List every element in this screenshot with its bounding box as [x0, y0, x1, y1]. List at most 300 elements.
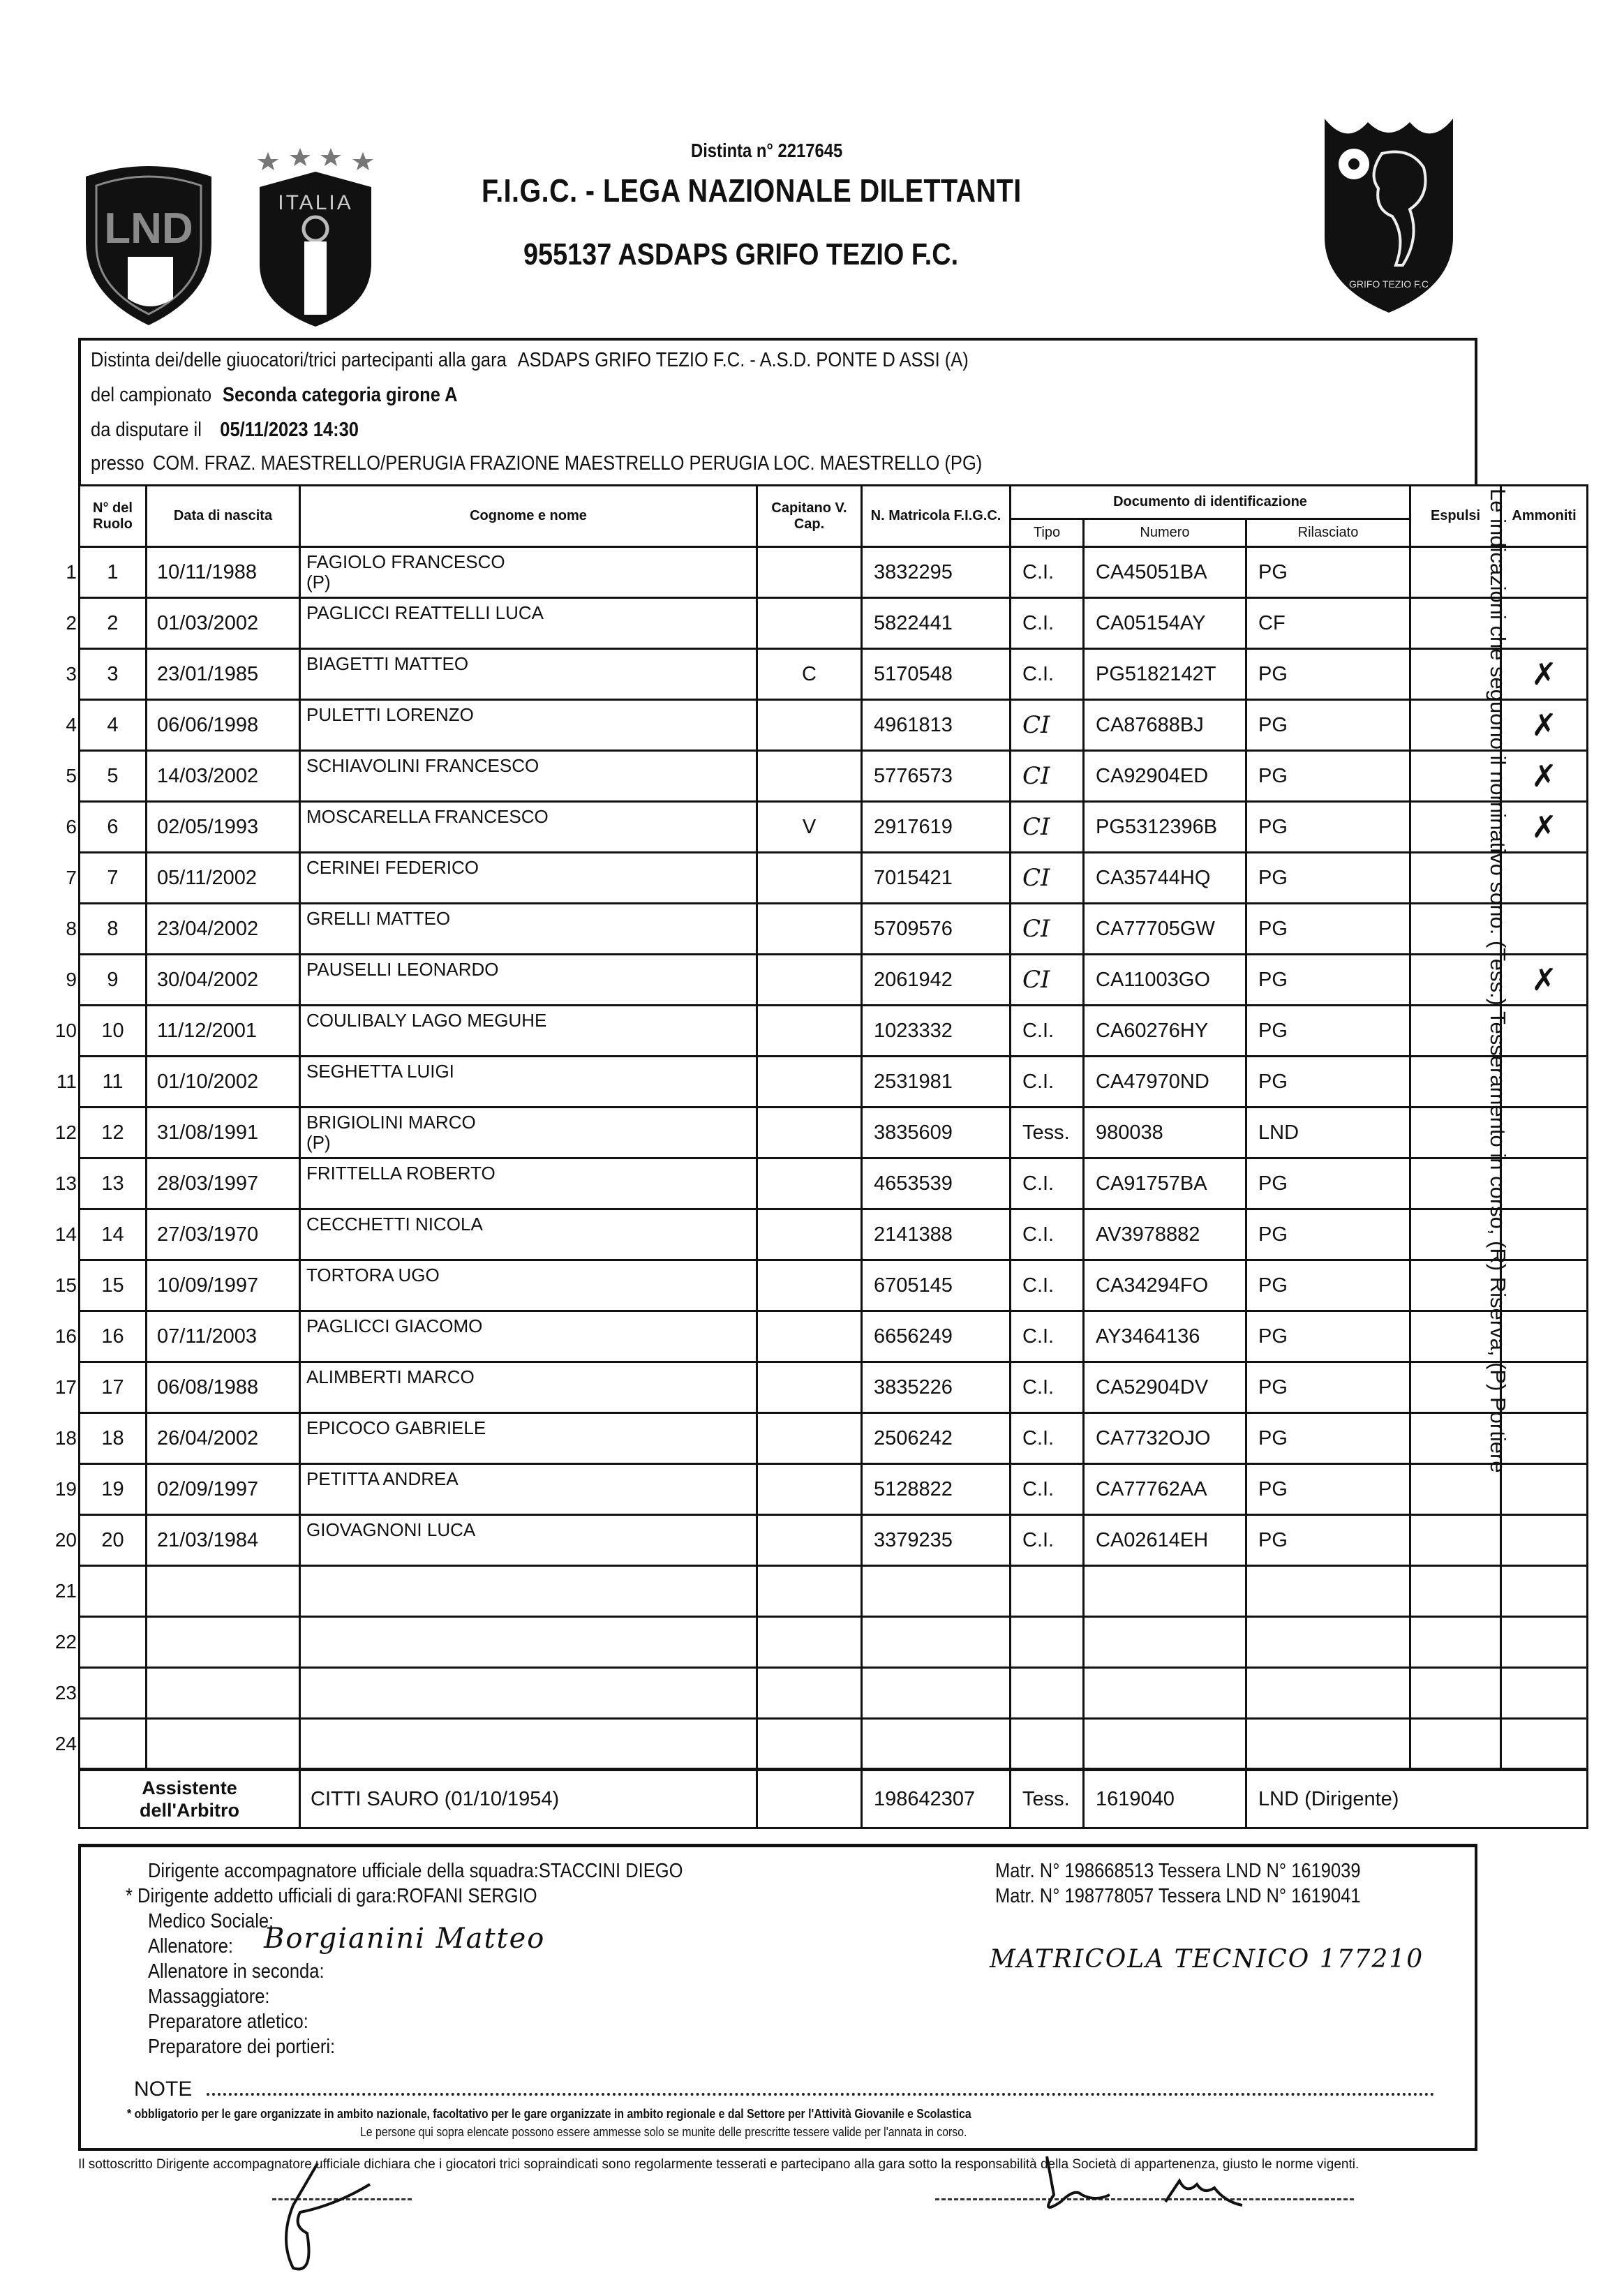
- tipo-cell: C.I.: [1011, 1209, 1084, 1260]
- nascita-cell: 05/11/2002: [147, 853, 300, 904]
- nome-cell: [300, 598, 757, 649]
- player-name: SCHIAVOLINI FRANCESCO: [306, 755, 539, 776]
- nascita-cell: 07/11/2003: [147, 1311, 300, 1362]
- tipo-cell: CI: [1011, 700, 1084, 751]
- ammoniti-cell: [1501, 1158, 1588, 1209]
- capitano-cell: C: [757, 649, 862, 700]
- dirigente-addetto: * Dirigente addetto ufficiali di gara:ROFANI SERGIO: [126, 1885, 537, 1907]
- ammoniti-cell: [1501, 853, 1588, 904]
- matricola-tecnico-handwritten: MATRICOLA TECNICO 177210: [990, 1945, 1424, 1974]
- nome-cell: [300, 1057, 757, 1108]
- table-row: [80, 1566, 1588, 1617]
- matricola-cell: [862, 1719, 1011, 1770]
- ruolo-cell: 19: [80, 1464, 147, 1515]
- assistant-label-line1: Assistente: [142, 1777, 237, 1798]
- table-row: [80, 1209, 1588, 1260]
- roster-body: [80, 547, 1588, 1770]
- player-name: CERINEI FEDERICO: [306, 857, 479, 878]
- matricola-cell: 2141388: [862, 1209, 1011, 1260]
- numero-cell: PG5312396B: [1084, 802, 1246, 853]
- matricola-cell: 5128822: [862, 1464, 1011, 1515]
- dirigente-addetto-matr: Matr. N° 198778057 Tessera LND N° 1619041: [995, 1885, 1361, 1907]
- ruolo-cell: 1: [80, 547, 147, 598]
- tipo-cell: C.I.: [1011, 1413, 1084, 1464]
- ammoniti-cell: [1501, 1362, 1588, 1413]
- espulsi-cell: [1410, 1668, 1501, 1719]
- player-name: FAGIOLO FRANCESCO: [306, 551, 505, 572]
- capitano-cell: [757, 751, 862, 802]
- nome-cell: [300, 1006, 757, 1057]
- capitano-cell: [757, 1719, 862, 1770]
- header-tipo: Tipo: [1011, 519, 1084, 547]
- rilasciato-cell: PG: [1246, 1515, 1410, 1566]
- row-index: 1: [66, 561, 77, 583]
- table-row: [80, 904, 1588, 955]
- dirigente-accompagnatore-matr: Matr. N° 198668513 Tessera LND N° 1619039: [995, 1860, 1361, 1882]
- numero-cell: CA60276HY: [1084, 1006, 1246, 1057]
- nascita-cell: 23/01/1985: [147, 649, 300, 700]
- table-row: [80, 1617, 1588, 1668]
- nascita-cell: 02/05/1993: [147, 802, 300, 853]
- numero-cell: CA11003GO: [1084, 955, 1246, 1006]
- matricola-cell: 2917619: [862, 802, 1011, 853]
- row-index: 18: [54, 1427, 77, 1449]
- ammoniti-cell: ✗: [1501, 700, 1588, 751]
- rilasciato-cell: PG: [1246, 955, 1410, 1006]
- svg-text:LND: LND: [104, 204, 193, 253]
- data-line: [91, 419, 359, 442]
- matricola-cell: 6705145: [862, 1260, 1011, 1311]
- table-row: [80, 1464, 1588, 1515]
- nascita-cell: [147, 1566, 300, 1617]
- tipo-cell: C.I.: [1011, 547, 1084, 598]
- tipo-cell: C.I.: [1011, 1158, 1084, 1209]
- espulsi-cell: [1410, 1617, 1501, 1668]
- capitano-cell: V: [757, 802, 862, 853]
- tipo-cell: [1011, 1668, 1084, 1719]
- rilasciato-cell: PG: [1246, 1158, 1410, 1209]
- numero-cell: [1084, 1566, 1246, 1617]
- match-info-box: [78, 338, 1477, 484]
- ammoniti-cell: [1501, 1260, 1588, 1311]
- ruolo-cell: 17: [80, 1362, 147, 1413]
- player-role-note: (P): [306, 571, 331, 592]
- ammoniti-cell: [1501, 1108, 1588, 1158]
- campionato-line: [91, 384, 457, 407]
- ruolo-cell: 2: [80, 598, 147, 649]
- side-legend-text: Le indicazioni che seguono il nominativo sono: (Tess.) Tesseramento in corso, (R) Riserva, (P) Portiere: [1486, 489, 1510, 1473]
- ammoniti-cell: [1501, 1464, 1588, 1515]
- nome-cell: [300, 1311, 757, 1362]
- header-nascita: Data di nascita: [147, 486, 300, 547]
- ammoniti-cell: ✗: [1501, 955, 1588, 1006]
- declaration-text: Il sottoscritto Dirigente accompagnatore ufficiale dichiara che i giocatori trici sopraindicati sono regolarmente tesserati e partecipano alla gara sotto la responsabilità della Società di appartenenza, giusto le norme vigenti.: [78, 2157, 1359, 2172]
- presso-line: [91, 452, 982, 475]
- tipo-cell: [1011, 1566, 1084, 1617]
- ammoniti-cell: [1501, 1617, 1588, 1668]
- capitano-cell: [757, 1617, 862, 1668]
- rilasciato-cell: PG: [1246, 700, 1410, 751]
- ruolo-cell: 14: [80, 1209, 147, 1260]
- numero-cell: CA05154AY: [1084, 598, 1246, 649]
- roster-table: [78, 484, 1588, 1829]
- ruolo-cell: 8: [80, 904, 147, 955]
- ruolo-cell: 10: [80, 1006, 147, 1057]
- signature-left-icon: [251, 2156, 405, 2282]
- row-index: 22: [54, 1631, 77, 1653]
- numero-cell: AV3978882: [1084, 1209, 1246, 1260]
- player-name: GIOVAGNONI LUCA: [306, 1519, 476, 1540]
- nome-cell: [300, 955, 757, 1006]
- tipo-cell: CI: [1011, 853, 1084, 904]
- rilasciato-cell: [1246, 1668, 1410, 1719]
- ammoniti-cell: ✗: [1501, 649, 1588, 700]
- player-name: SEGHETTA LUIGI: [306, 1061, 454, 1082]
- numero-cell: CA52904DV: [1084, 1362, 1246, 1413]
- tipo-cell: Tess.: [1011, 1108, 1084, 1158]
- nome-cell: [300, 1668, 757, 1719]
- row-index: 4: [66, 714, 77, 736]
- matricola-cell: 5709576: [862, 904, 1011, 955]
- player-name: PAGLICCI GIACOMO: [306, 1315, 483, 1336]
- capitano-cell: [757, 1209, 862, 1260]
- assistant-name: CITTI SAURO (01/10/1954): [300, 1770, 757, 1828]
- club-name: 955137 ASDAPS GRIFO TEZIO F.C.: [523, 237, 959, 271]
- row-index: 13: [54, 1172, 77, 1194]
- rilasciato-cell: CF: [1246, 598, 1410, 649]
- capitano-cell: [757, 1668, 862, 1719]
- assistant-label-line2: dell'Arbitro: [140, 1800, 239, 1821]
- matricola-cell: 2506242: [862, 1413, 1011, 1464]
- row-index: 19: [54, 1478, 77, 1500]
- lnd-logo-icon: [82, 159, 215, 327]
- nascita-cell: 14/03/2002: [147, 751, 300, 802]
- row-index: 21: [54, 1580, 77, 1602]
- numero-cell: PG5182142T: [1084, 649, 1246, 700]
- row-index: 23: [54, 1682, 77, 1703]
- nome-cell: [300, 1515, 757, 1566]
- table-row: [80, 1108, 1588, 1158]
- player-name: FRITTELLA ROBERTO: [306, 1163, 496, 1184]
- preparatore-atletico: Preparatore atletico:: [148, 2011, 308, 2033]
- nascita-cell: 31/08/1991: [147, 1108, 300, 1158]
- row-index: 14: [54, 1223, 77, 1245]
- staff-box: [78, 1844, 1477, 2151]
- nascita-cell: 06/06/1998: [147, 700, 300, 751]
- nascita-cell: 10/11/1988: [147, 547, 300, 598]
- rilasciato-cell: LND: [1246, 1108, 1410, 1158]
- player-name: GRELLI MATTEO: [306, 908, 451, 929]
- table-row: [80, 1668, 1588, 1719]
- note-field[interactable]: [207, 2093, 1435, 2096]
- rilasciato-cell: PG: [1246, 547, 1410, 598]
- player-name: CECCHETTI NICOLA: [306, 1214, 483, 1235]
- rilasciato-cell: PG: [1246, 853, 1410, 904]
- matricola-cell: 1023332: [862, 1006, 1011, 1057]
- espulsi-cell: [1410, 1566, 1501, 1617]
- tipo-cell: C.I.: [1011, 1057, 1084, 1108]
- player-name: PAUSELLI LEONARDO: [306, 959, 499, 980]
- table-row: [80, 1260, 1588, 1311]
- assistant-numero: 1619040: [1084, 1770, 1246, 1828]
- ammoniti-cell: [1501, 1515, 1588, 1566]
- player-name: COULIBALY LAGO MEGUHE: [306, 1010, 547, 1031]
- row-index: 24: [54, 1733, 77, 1754]
- header-capitano: Capitano V. Cap.: [757, 486, 862, 547]
- numero-cell: CA02614EH: [1084, 1515, 1246, 1566]
- matricola-cell: 3835226: [862, 1362, 1011, 1413]
- numero-cell: [1084, 1617, 1246, 1668]
- rilasciato-cell: PG: [1246, 1209, 1410, 1260]
- capitano-cell: [757, 547, 862, 598]
- nome-cell: [300, 1260, 757, 1311]
- ammoniti-cell: [1501, 1719, 1588, 1770]
- row-index: 10: [54, 1020, 77, 1041]
- capitano-cell: [757, 1006, 862, 1057]
- capitano-cell: [757, 1260, 862, 1311]
- ruolo-cell: 16: [80, 1311, 147, 1362]
- numero-cell: CA47970ND: [1084, 1057, 1246, 1108]
- nascita-cell: 26/04/2002: [147, 1413, 300, 1464]
- allenatore: Allenatore:: [148, 1935, 234, 1958]
- tipo-cell: C.I.: [1011, 1464, 1084, 1515]
- allenatore-handwritten: Borgianini Matteo: [264, 1923, 546, 1955]
- tipo-cell: [1011, 1719, 1084, 1770]
- assistant-label: [80, 1770, 300, 1828]
- nascita-cell: 11/12/2001: [147, 1006, 300, 1057]
- capitano-cell: [757, 1158, 862, 1209]
- row-index: 2: [66, 612, 77, 634]
- table-row: [80, 802, 1588, 853]
- table-row: [80, 1413, 1588, 1464]
- ammoniti-cell: [1501, 1057, 1588, 1108]
- player-name: PAGLICCI REATTELLI LUCA: [306, 602, 544, 623]
- numero-cell: AY3464136: [1084, 1311, 1246, 1362]
- capitano-cell: [757, 1464, 862, 1515]
- medico-sociale: Medico Sociale:: [148, 1910, 274, 1932]
- numero-cell: CA92904ED: [1084, 751, 1246, 802]
- rilasciato-cell: PG: [1246, 751, 1410, 802]
- matricola-cell: [862, 1668, 1011, 1719]
- nome-cell: [300, 1566, 757, 1617]
- table-row: [80, 1006, 1588, 1057]
- ruolo-cell: 12: [80, 1108, 147, 1158]
- gara-value: ASDAPS GRIFO TEZIO F.C. - A.S.D. PONTE D ASSI (A): [517, 349, 969, 371]
- nome-cell: [300, 853, 757, 904]
- capitano-cell: [757, 1057, 862, 1108]
- ammoniti-cell: [1501, 1566, 1588, 1617]
- ammoniti-cell: [1501, 1413, 1588, 1464]
- ammoniti-cell: [1501, 1006, 1588, 1057]
- matricola-cell: 6656249: [862, 1311, 1011, 1362]
- rilasciato-cell: PG: [1246, 802, 1410, 853]
- nascita-cell: [147, 1617, 300, 1668]
- ruolo-cell: 7: [80, 853, 147, 904]
- campionato-value: Seconda categoria girone A: [222, 384, 458, 406]
- capitano-cell: [757, 1515, 862, 1566]
- assistant-referee-row: [80, 1770, 1588, 1828]
- tipo-cell: C.I.: [1011, 1362, 1084, 1413]
- row-index: 15: [54, 1274, 77, 1296]
- ruolo-cell: [80, 1617, 147, 1668]
- capitano-cell: [757, 853, 862, 904]
- ruolo-cell: 15: [80, 1260, 147, 1311]
- table-row: [80, 598, 1588, 649]
- capitano-cell: [757, 955, 862, 1006]
- row-index: 6: [66, 816, 77, 837]
- nome-cell: [300, 700, 757, 751]
- tipo-cell: C.I.: [1011, 1006, 1084, 1057]
- capitano-cell: [757, 1362, 862, 1413]
- note-label: NOTE: [134, 2078, 193, 2101]
- table-row: [80, 547, 1588, 598]
- header-documento: Documento di identificazione: [1011, 486, 1410, 519]
- nome-cell: [300, 649, 757, 700]
- table-row: [80, 649, 1588, 700]
- matricola-cell: 5170548: [862, 649, 1011, 700]
- matricola-cell: 5822441: [862, 598, 1011, 649]
- player-name: PETITTA ANDREA: [306, 1468, 459, 1489]
- table-row: [80, 1362, 1588, 1413]
- nome-cell: [300, 904, 757, 955]
- row-index: 20: [54, 1529, 77, 1551]
- table-row: [80, 853, 1588, 904]
- gara-line: [91, 349, 969, 372]
- capitano-cell: [757, 598, 862, 649]
- fine-print-tessere: Le persone qui sopra elencate possono essere ammesse solo se munite delle prescritte tessere valide per l'annata in corso.: [360, 2125, 967, 2139]
- rilasciato-cell: PG: [1246, 904, 1410, 955]
- ruolo-cell: 13: [80, 1158, 147, 1209]
- nome-cell: [300, 1209, 757, 1260]
- ruolo-cell: 9: [80, 955, 147, 1006]
- matricola-cell: 3379235: [862, 1515, 1011, 1566]
- gara-label: Distinta dei/delle giuocatori/trici partecipanti alla gara: [91, 349, 507, 371]
- ruolo-cell: 18: [80, 1413, 147, 1464]
- side-legend: [1485, 489, 1513, 1473]
- header-rilasciato: Rilasciato: [1246, 519, 1410, 547]
- data-label: da disputare il: [91, 419, 202, 441]
- ruolo-cell: [80, 1719, 147, 1770]
- assistant-cap: [757, 1770, 862, 1828]
- nascita-cell: [147, 1668, 300, 1719]
- matricola-cell: 2061942: [862, 955, 1011, 1006]
- nascita-cell: [147, 1719, 300, 1770]
- matricola-cell: 7015421: [862, 853, 1011, 904]
- tipo-cell: CI: [1011, 751, 1084, 802]
- signature-right-icon: [1019, 2153, 1284, 2223]
- header-espulsi: Espulsi: [1410, 486, 1501, 547]
- numero-cell: CA77705GW: [1084, 904, 1246, 955]
- player-name: PULETTI LORENZO: [306, 704, 474, 725]
- ammoniti-cell: [1501, 1209, 1588, 1260]
- tipo-cell: CI: [1011, 904, 1084, 955]
- preparatore-portieri: Preparatore dei portieri:: [148, 2036, 336, 2058]
- ruolo-cell: 20: [80, 1515, 147, 1566]
- row-index: 7: [66, 867, 77, 888]
- capitano-cell: [757, 904, 862, 955]
- table-row: [80, 1311, 1588, 1362]
- rilasciato-cell: PG: [1246, 1006, 1410, 1057]
- matricola-cell: [862, 1617, 1011, 1668]
- assistant-tipo: Tess.: [1011, 1770, 1084, 1828]
- ruolo-cell: 5: [80, 751, 147, 802]
- table-row: [80, 1057, 1588, 1108]
- campionato-label: del campionato: [91, 384, 212, 406]
- rilasciato-cell: [1246, 1719, 1410, 1770]
- matricola-cell: 4653539: [862, 1158, 1011, 1209]
- ammoniti-cell: [1501, 547, 1588, 598]
- row-index: 8: [66, 918, 77, 939]
- table-row: [80, 1719, 1588, 1770]
- ruolo-cell: 3: [80, 649, 147, 700]
- row-index: 11: [56, 1071, 77, 1092]
- espulsi-cell: [1410, 1719, 1501, 1770]
- table-row: [80, 700, 1588, 751]
- row-index: 9: [66, 969, 77, 990]
- espulsi-cell: [1410, 1515, 1501, 1566]
- ruolo-cell: [80, 1668, 147, 1719]
- ammoniti-cell: [1501, 1311, 1588, 1362]
- header-ruolo: N° del Ruolo: [80, 486, 147, 547]
- player-name: ALIMBERTI MARCO: [306, 1366, 475, 1387]
- grifo-tezio-club-crest-icon: [1319, 105, 1459, 314]
- capitano-cell: [757, 700, 862, 751]
- matricola-cell: 3835609: [862, 1108, 1011, 1158]
- header-matricola: N. Matricola F.I.G.C.: [862, 486, 1011, 547]
- svg-text:GRIFO TEZIO F.C: GRIFO TEZIO F.C: [1348, 278, 1429, 290]
- matricola-cell: 4961813: [862, 700, 1011, 751]
- player-role-note: (P): [306, 1131, 331, 1153]
- nascita-cell: 01/10/2002: [147, 1057, 300, 1108]
- rilasciato-cell: PG: [1246, 1260, 1410, 1311]
- table-row: [80, 1158, 1588, 1209]
- ruolo-cell: 6: [80, 802, 147, 853]
- row-index: 3: [66, 663, 77, 685]
- ammoniti-cell: [1501, 598, 1588, 649]
- header-numero: Numero: [1084, 519, 1246, 547]
- presso-label: presso: [91, 452, 144, 475]
- rilasciato-cell: PG: [1246, 649, 1410, 700]
- nascita-cell: 01/03/2002: [147, 598, 300, 649]
- tipo-cell: CI: [1011, 955, 1084, 1006]
- numero-cell: CA34294FO: [1084, 1260, 1246, 1311]
- nascita-cell: 10/09/1997: [147, 1260, 300, 1311]
- tipo-cell: C.I.: [1011, 1311, 1084, 1362]
- dirigente-accompagnatore: Dirigente accompagnatore ufficiale della squadra:STACCINI DIEGO: [148, 1860, 683, 1882]
- rilasciato-cell: PG: [1246, 1362, 1410, 1413]
- ammoniti-cell: [1501, 904, 1588, 955]
- numero-cell: CA45051BA: [1084, 547, 1246, 598]
- ammoniti-cell: ✗: [1501, 802, 1588, 853]
- nome-cell: [300, 1617, 757, 1668]
- nascita-cell: 02/09/1997: [147, 1464, 300, 1515]
- page-title: F.I.G.C. - LEGA NAZIONALE DILETTANTI: [482, 172, 1022, 209]
- capitano-cell: [757, 1311, 862, 1362]
- numero-cell: [1084, 1719, 1246, 1770]
- table-row: [80, 955, 1588, 1006]
- capitano-cell: [757, 1108, 862, 1158]
- rilasciato-cell: PG: [1246, 1464, 1410, 1515]
- tipo-cell: C.I.: [1011, 1260, 1084, 1311]
- presso-value: COM. FRAZ. MAESTRELLO/PERUGIA FRAZIONE MAESTRELLO PERUGIA LOC. MAESTRELLO (PG): [152, 452, 983, 475]
- tipo-cell: C.I.: [1011, 598, 1084, 649]
- capitano-cell: [757, 1566, 862, 1617]
- nome-cell: [300, 547, 757, 598]
- nascita-cell: 06/08/1988: [147, 1362, 300, 1413]
- nascita-cell: 21/03/1984: [147, 1515, 300, 1566]
- ammoniti-cell: [1501, 1668, 1588, 1719]
- nascita-cell: 30/04/2002: [147, 955, 300, 1006]
